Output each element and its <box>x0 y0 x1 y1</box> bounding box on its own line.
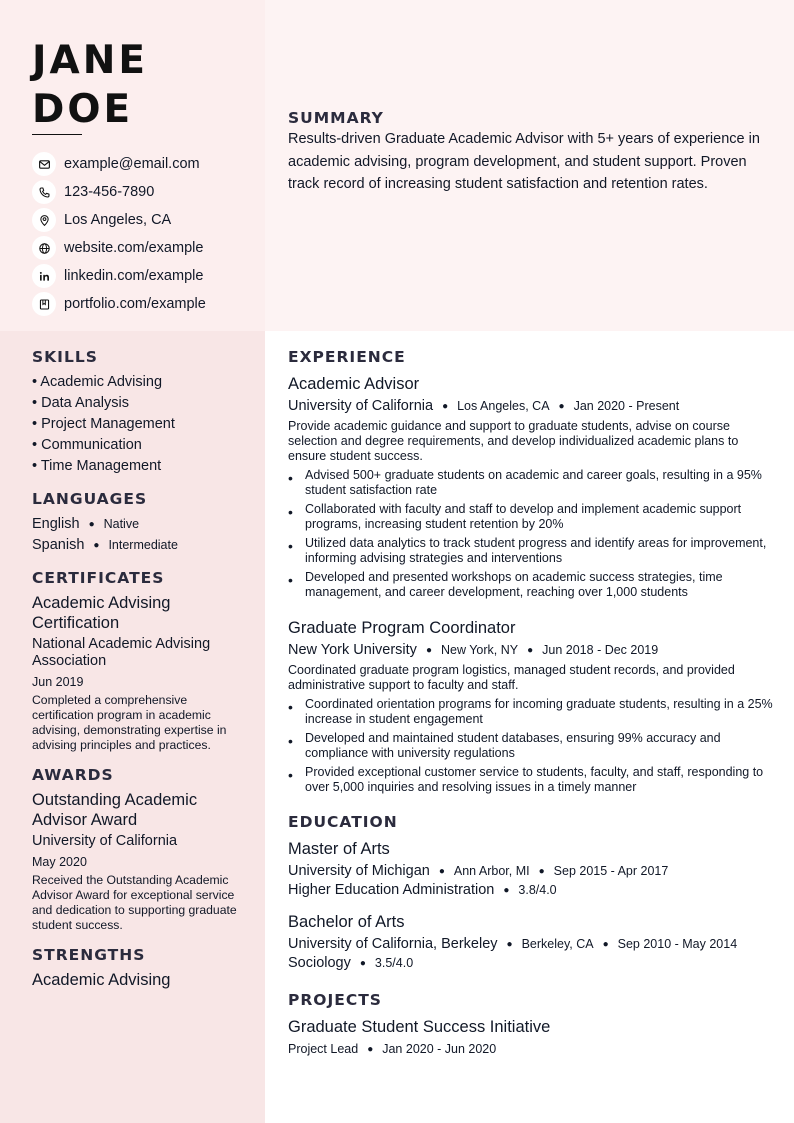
certificates-heading: CERTIFICATES <box>32 569 165 587</box>
summary-heading: SUMMARY <box>288 109 384 127</box>
skills-section <box>32 348 237 477</box>
contact-email[interactable] <box>32 150 206 178</box>
education-meta <box>288 935 774 954</box>
bullet-item: • Developed and maintained student databases, ensuring 99% accuracy and compliance with university regulations <box>288 731 774 761</box>
project-dates: Jan 2020 - Jun 2020 <box>382 1042 497 1056</box>
job-dates: Jan 2020 - Present <box>573 399 680 413</box>
contact-portfolio-text: portfolio.com/example <box>64 296 206 312</box>
bullet-item: • Coordinated orientation programs for incoming graduate students, resulting in a 25% increase in student engagement <box>288 697 774 727</box>
job-location: Los Angeles, CA <box>457 399 550 413</box>
job-meta <box>288 397 774 416</box>
school-name: University of Michigan <box>288 863 430 879</box>
school-name: University of California, Berkeley <box>288 936 498 952</box>
certificates-section <box>32 569 237 753</box>
skill-item: • Communication <box>32 437 142 453</box>
contact-phone[interactable] <box>32 178 206 206</box>
education-section <box>288 813 774 973</box>
separator-dot: ● <box>442 401 449 412</box>
projects-section <box>288 991 774 1059</box>
location-icon <box>32 208 56 232</box>
separator-dot: ● <box>93 540 100 551</box>
job-org: New York University <box>288 642 417 658</box>
project-title: Graduate Student Success Initiative <box>288 1018 551 1036</box>
job-title: Graduate Program Coordinator <box>288 619 516 637</box>
contact-website[interactable] <box>32 234 206 262</box>
language-level: Intermediate <box>108 538 178 552</box>
job-description: Coordinated graduate program logistics, managed student records, and provided administrative support to faculty and staff. <box>288 663 735 692</box>
contact-phone-text: 123-456-7890 <box>64 184 155 200</box>
job-entry <box>288 374 774 600</box>
language-name: Spanish <box>32 537 85 553</box>
bullet-item: • Utilized data analytics to track student progress and identify areas for improvement, informing advising strategies and interventions <box>288 536 774 566</box>
language-level: Native <box>103 517 140 531</box>
job-title: Academic Advisor <box>288 375 420 393</box>
skill-item: • Time Management <box>32 458 162 474</box>
education-heading: EDUCATION <box>288 813 398 831</box>
education-entry <box>288 912 774 973</box>
job-bullets <box>288 468 774 600</box>
bullet-item: • Collaborated with faculty and staff to develop and implement academic support programs, increasing student retention by 20% <box>288 502 774 532</box>
field-of-study: Sociology <box>288 955 351 971</box>
award-org: University of California <box>32 833 178 849</box>
strengths-section <box>32 946 237 990</box>
award-description: Received the Outstanding Academic Advisor Award for exceptional service and dedication to supporting graduate student success. <box>32 873 237 932</box>
separator-dot: ● <box>558 401 565 412</box>
school-location: Berkeley, CA <box>521 937 594 951</box>
strength-item: Academic Advising <box>32 971 171 989</box>
separator-dot: ● <box>425 645 432 656</box>
certificate-title: Academic Advising Certification <box>32 594 171 632</box>
skills-heading: SKILLS <box>32 348 98 366</box>
bullet-item: • Developed and presented workshops on academic success strategies, time management, and career development, reaching over 1,000 students <box>288 570 774 600</box>
awards-heading: AWARDS <box>32 766 114 784</box>
strengths-heading: STRENGTHS <box>32 946 146 964</box>
separator-dot: ● <box>367 1044 374 1055</box>
project-role: Project Lead <box>288 1042 359 1056</box>
education-field-row <box>288 954 774 973</box>
languages-section <box>32 490 237 556</box>
portfolio-icon <box>32 292 56 316</box>
separator-dot: ● <box>438 866 445 877</box>
experience-heading: EXPERIENCE <box>288 348 406 366</box>
contact-location-text: Los Angeles, CA <box>64 212 172 228</box>
certificate-org: National Academic Advising Association <box>32 636 211 669</box>
education-field-row <box>288 881 774 900</box>
skill-item: • Data Analysis <box>32 395 129 411</box>
contact-location <box>32 206 206 234</box>
phone-icon <box>32 180 56 204</box>
experience-section <box>288 348 774 795</box>
award-title: Outstanding Academic Advisor Award <box>32 791 198 829</box>
name-divider <box>32 134 82 135</box>
contact-email-text: example@email.com <box>64 156 200 172</box>
education-meta <box>288 862 774 881</box>
mail-icon <box>32 152 56 176</box>
certificate-description: Completed a comprehensive certification program in academic advising, demonstrating expertise in advising principles and practices. <box>32 693 227 752</box>
gpa: 3.8/4.0 <box>518 883 557 897</box>
separator-dot: ● <box>538 866 545 877</box>
last-name: DOE <box>32 87 134 132</box>
job-location: New York, NY <box>440 643 519 657</box>
job-meta <box>288 641 774 660</box>
job-dates: Jun 2018 - Dec 2019 <box>542 643 659 657</box>
bullet-item: • Advised 500+ graduate students on academic and career goals, resulting in a 95% student satisfaction rate <box>288 468 774 498</box>
skill-item: • Academic Advising <box>32 374 163 390</box>
separator-dot: ● <box>88 519 95 530</box>
certificate-date: Jun 2019 <box>32 675 84 689</box>
education-entry <box>288 839 774 900</box>
skill-item: • Project Management <box>32 416 175 432</box>
contact-linkedin-text: linkedin.com/example <box>64 268 204 284</box>
linkedin-icon <box>32 264 56 288</box>
separator-dot: ● <box>359 958 366 969</box>
job-bullets <box>288 697 774 795</box>
separator-dot: ● <box>503 885 510 896</box>
summary-text: Results-driven Graduate Academic Advisor with 5+ years of experience in academic advising, program development, and student support. Proven track record of increasing student satisfaction and retention rates. <box>288 131 760 193</box>
job-description: Provide academic guidance and support to graduate students, advise on course selection and degree requirements, and develop individualized academic plans to ensure student success. <box>288 419 739 463</box>
education-dates: Sep 2015 - Apr 2017 <box>553 864 669 878</box>
bullet-item: • Provided exceptional customer service to students, faculty, and staff, responding to over 5,000 inquiries and resolving issues in a timely manner <box>288 765 774 795</box>
contact-linkedin[interactable] <box>32 262 206 290</box>
project-meta <box>288 1040 774 1059</box>
main-content <box>288 348 774 1077</box>
job-entry <box>288 618 774 795</box>
contact-list <box>32 150 206 318</box>
school-location: Ann Arbor, MI <box>453 864 530 878</box>
languages-heading: LANGUAGES <box>32 490 148 508</box>
candidate-name <box>32 36 148 134</box>
separator-dot: ● <box>527 645 534 656</box>
language-item <box>32 514 237 535</box>
language-item <box>32 535 237 556</box>
projects-heading: PROJECTS <box>288 991 382 1009</box>
separator-dot: ● <box>602 939 609 950</box>
separator-dot: ● <box>506 939 513 950</box>
awards-section <box>32 766 237 933</box>
job-org: University of California <box>288 398 434 414</box>
education-dates: Sep 2010 - May 2014 <box>617 937 738 951</box>
language-name: English <box>32 516 80 532</box>
gpa: 3.5/4.0 <box>374 956 414 970</box>
award-date: May 2020 <box>32 855 87 869</box>
contact-website-text: website.com/example <box>64 240 204 256</box>
contact-portfolio[interactable] <box>32 290 206 318</box>
degree-title: Bachelor of Arts <box>288 913 405 931</box>
first-name: JANE <box>32 38 148 83</box>
degree-title: Master of Arts <box>288 840 390 858</box>
field-of-study: Higher Education Administration <box>288 882 495 898</box>
globe-icon <box>32 236 56 260</box>
sidebar <box>32 348 237 1003</box>
